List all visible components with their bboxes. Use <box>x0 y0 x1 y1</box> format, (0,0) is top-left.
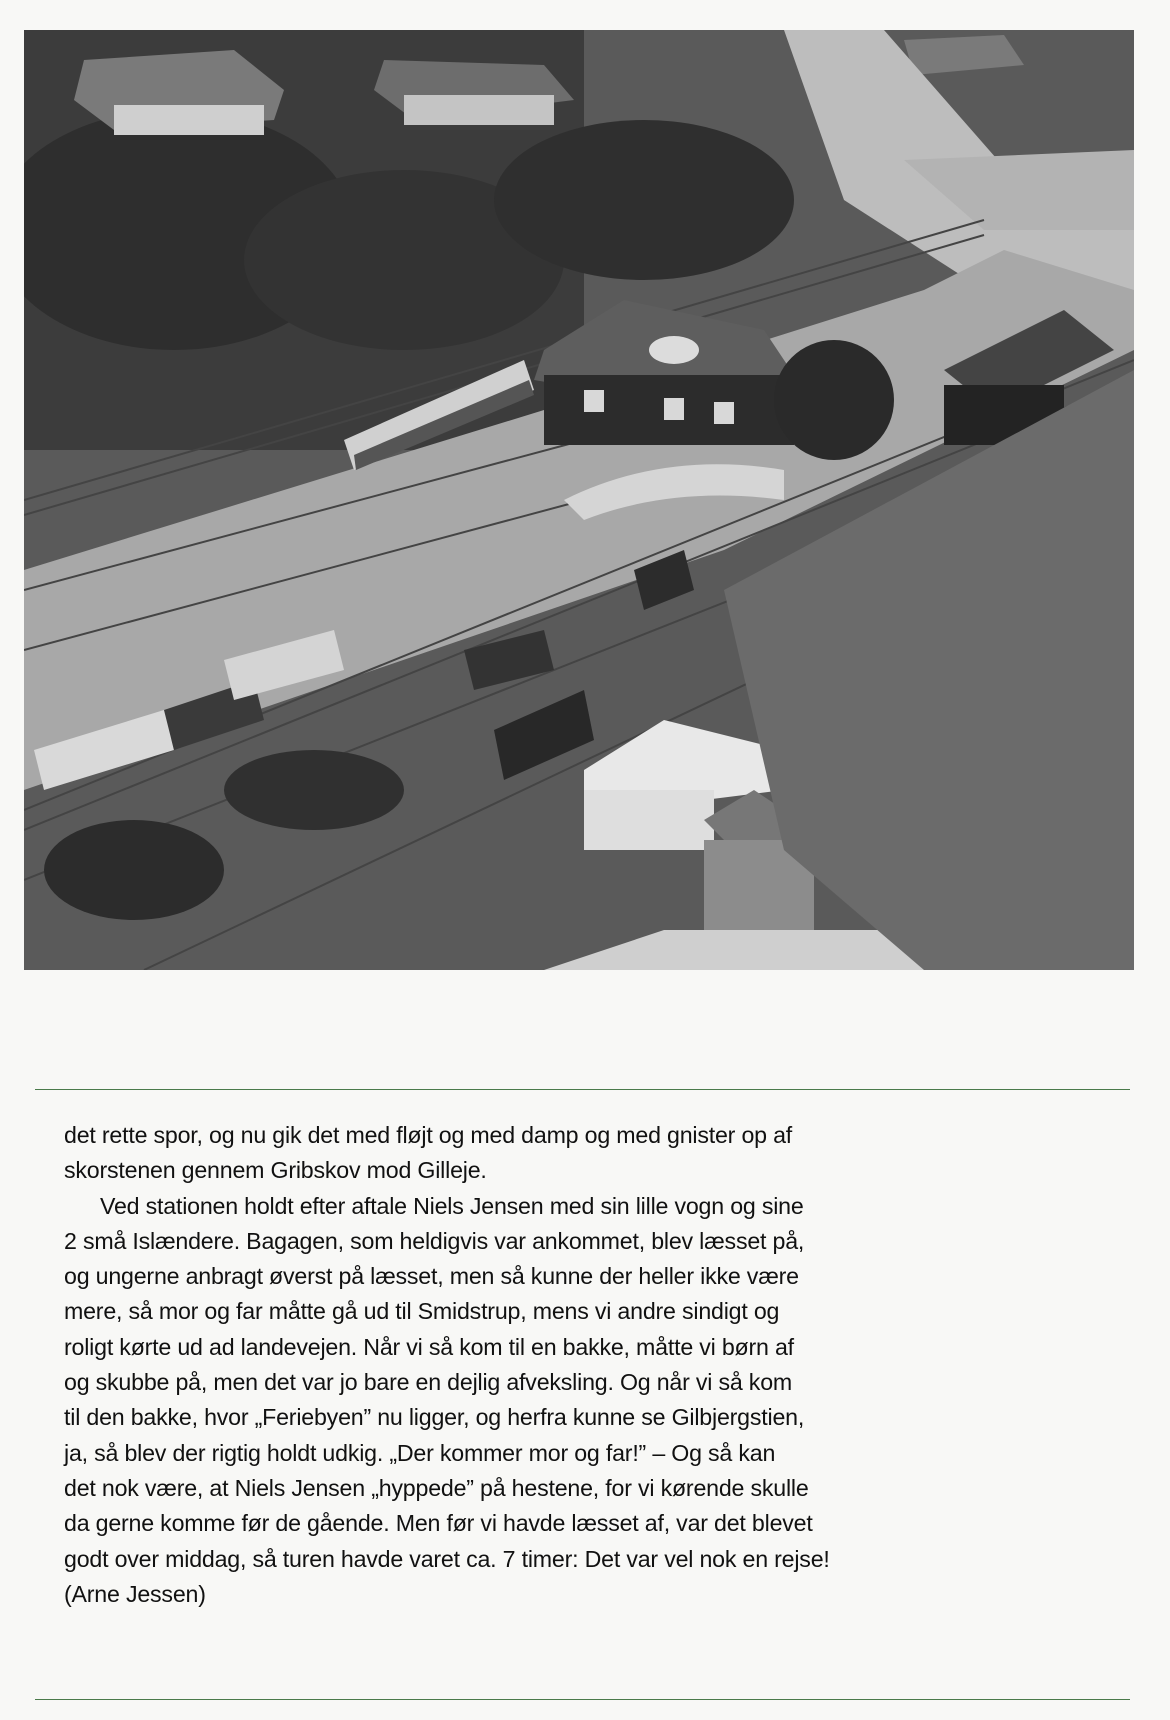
top-divider-line <box>35 1089 1130 1090</box>
paragraph-2: Ved stationen holdt efter aftale Niels Jensen med sin lille vogn og sine 2 små Islændere. Bagagen, som heldigvis var ankommet, blev læsset på, og ungerne anbragt øverst på læsset, men så kunne der heller ikke være mere, så mor og far måtte gå ud til Smidstrup, mens vi andre sindigt og roligt kørte ud ad landevejen. Når vi så kom til en bakke, måtte vi børn af og skubbe på, men det var jo bare en dejlig afveksling. Og når vi så kom til den bakke, hvor „Feriebyen” nu ligger, og herfra kunne se Gilbjergstien, ja, så blev der rigtig holdt udkig. „Der kommer mor og far!” – Og så kan det nok være, at Niels Jensen „hyppede” på hestene, for vi kørende skulle da gerne komme før de gående. Men før vi havde læsset af, var det blevet godt over middag, så turen havde varet ca. 7 timer: Det var vel nok en rejse! (Arne Jessen) <box>64 1192 830 1607</box>
aerial-station-photo <box>24 30 1134 970</box>
bottom-divider-line <box>35 1699 1130 1700</box>
article-text <box>64 1118 964 1612</box>
paragraph-1: det rette spor, og nu gik det med fløjt og med damp og med gnister op af skorstenen gennem Gribskov mod Gilleje. <box>64 1122 793 1184</box>
